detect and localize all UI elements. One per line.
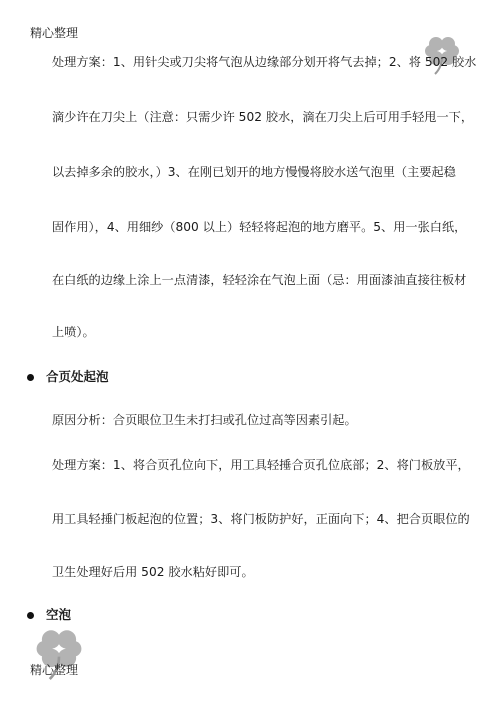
solution-line: 卫生处理好后用 502 胶水粘好即可。 [52,565,254,579]
paragraph-line: 滴少许在刀尖上（注意：只需少许 502 胶水，滴在刀尖上后可用手轻甩一下， [52,110,474,124]
section-title-hinge: 合页处起泡 [46,369,109,384]
solution-line: 用工具轻捶门板起泡的位置；3、将门板防护好，正面向下；4、把合页眼位的 [52,512,470,526]
paragraph-line: 上喷）。 [52,325,95,339]
cause-line: 原因分析：合页眼位卫生未打扫或孔位过高等因素引起。 [52,413,357,427]
section-title-empty: 空泡 [46,607,72,622]
paragraph-line: 以去掉多余的胶水，）3、在刚已划开的地方慢慢将胶水送气泡里（主要起稳 [52,165,456,179]
bullet-icon [27,374,34,381]
bullet-icon [27,612,34,619]
header-watermark-text: 精心整理 [30,26,79,40]
footer-watermark-text: 精心整理 [30,663,79,677]
paragraph-line: 固作用），4、用细纱（800 以上）轻轻将起泡的地方磨平。5、用一张白纸， [52,220,467,234]
paragraph-line: 处理方案：1、用针尖或刀尖将气泡从边缘部分划开将气去掉；2、将 502 胶水 [52,55,477,69]
solution-line: 处理方案：1、将合页孔位向下，用工具轻捶合页孔位底部；2、将门板放平， [52,458,470,472]
paragraph-line: 在白纸的边缘上涂上一点清漆，轻轻涂在气泡上面（忌：用面漆油直接往板材 [52,273,467,287]
